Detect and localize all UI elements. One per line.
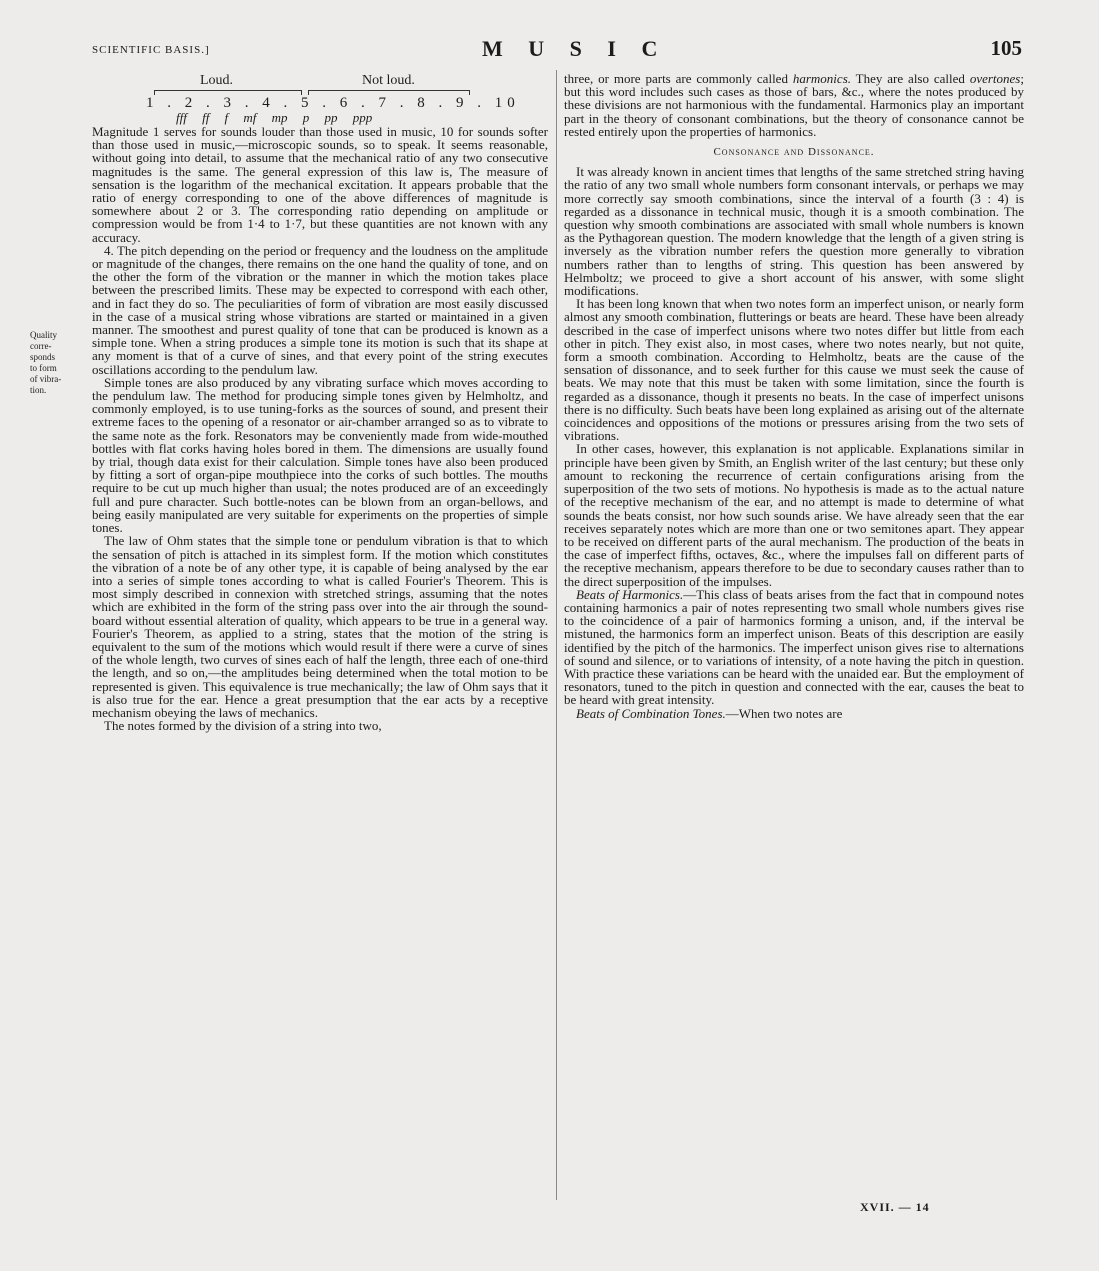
paragraph: The notes formed by the division of a string into two, (104, 718, 382, 734)
paragraph: 4. The pitch depending on the period or frequency and the loudness on the amplitude or magnitude of the changes, there remains on the one hand the quality of tone, and on the other the form of the vibration or the manner in which the motion takes place between the prescribed limits. These may be expected to correspond with each other, and in fact they do so. The peculiarities of form of vibration are most easily discussed in the case of a musical string whose vibrations are started or maintained in a given manner. The smoothest and purest quality of tone that can be produced is known as a simple tone. When a string produces a simple tone its motion is such that its shape at any moment is that of a curve of sines, and that every point of the string executes oscillations according to the pendulum law. (92, 242, 548, 377)
scale-brace-loud (154, 90, 302, 95)
run-in-heading: Beats of Combination Tones. (576, 705, 726, 721)
signature-mark: XVII. — 14 (860, 1200, 930, 1214)
running-head (92, 36, 1022, 66)
section-heading: Consonance and Dissonance. (713, 146, 875, 159)
page-number: 105 (990, 36, 1022, 60)
left-column (92, 72, 548, 732)
column-divider (556, 70, 557, 1200)
scale-label-not-loud: Not loud. (362, 73, 415, 88)
paragraph: Simple tones are also produced by any vibrating surface which moves according to the pendulum law. The method for producing simple tones given by Helmholtz, and commonly employed, is to use tuning-forks as the sources of sound, and present their extreme faces to the opening of a resonator or air-chamber arranged so as to vibrate to the same note as the fork. Resonators may be conveniently made from wide-mouthed bottles with flat corks having holes bored in them. The dimensions are usually found by trial, though data exist for their calculation. Simple tones have also been produced by fitting a sort of organ-pipe mouthpiece into the corks of such bottles. The mouths require to be cut up much higher than usual; the notes produced are of an exceedingly full and pure character. Such bottle-notes can be blown from an organ-bellows, and being easily manipulated are very suitable for experiments on the properties of simple tones. (92, 374, 548, 536)
italic-term: overtones (969, 71, 1021, 86)
paragraph: Magnitude 1 serves for sounds louder than those used in music, 10 for sounds softer than those used in music,—microscopic sounds, so to speak. It seems reasonable, without going into detail, to assume that the mechanical ratio of any two consecutive magnitudes is the same. The general expression of this law is, The measure of sensation is the logarithm of the mechanical excitation. It appears probable that the ratio of energy corresponding to one of the above differences of magnitude is somewhere about 2 or 3. The corresponding ratio depending on amplitude or compression would be from 1·4 to 1·7, but these quantities are not known with any accuracy. (92, 124, 548, 245)
paragraph: The law of Ohm states that the simple tone or pendulum vibration is that to which the sensation of pitch is attached in its simplest form. If the motion which constitutes the vibration of a note be of any other type, it is capable of being analysed by the ear into a series of simple tones according to what is called Fourier's Theorem. This is most simply described in connexion with stretched strings, assuming that the notes which are exhibited in the form of the string pass over into the air through the sound-board without essential alteration of quality, which appears to be true in a general way. Fourier's Theorem, as applied to a string, states that the motion of the string is equivalent to the sum of the motions which would result if there were a curve of sines of the whole length, two curves of sines each of half the length, three each of one-third the length, and so on,—the amplitudes being determined when the total motion to be represented is given. This equivalence is true mechanically; the law of Ohm says that it is also true for the ear. Hence a great presumption that the ear acts by a receptive mechanism obeying the laws of mechanics. (92, 533, 548, 720)
text-run: They are also called (851, 71, 970, 86)
text-run: three, or more parts are commonly called (564, 71, 793, 86)
paragraph: It has been long known that when two notes form an imperfect unison, or nearly form almost any smooth combination, flutterings or beats are heard. These have been already described in the case of imperfect unisons where two notes differ but little from each other in pitch. They exist also, in most cases, where two notes nearly, but not quite, form a smooth combination. According to Helmholtz, beats are the cause of the sensation of dissonance, and to seek further for this cause we must seek the cause of beats. We may note that this must be taken with some limitation, since the fourth is regarded as a dissonance, though it presents no beats. In the case of imperfect unisons there is no difficulty. Such beats have been long explained as arising out of the alternate coincidences and oppositions of the motions or pressures arising from the two sets of vibrations. (564, 296, 1024, 444)
scale-label-loud: Loud. (200, 73, 234, 88)
page-title: M U S I C (482, 36, 668, 61)
paragraph (564, 72, 1024, 138)
text-run: —This class of beats arises from the fact that in compound notes containing harmonics a pair of notes representing two small whole numbers gives rise to the coincidence of a pair of harmonics forming a unison, and, if the interval be mistuned, the harmonics form an imperfect unison. Beats of this description are easily identified by the pitch of the harmonics. The imperfect unison gives rise to alternations of sound and silence, or to variations of intensity, of a note having the pitch in question. With practice these variations can be heard with the unaided ear. But the employment of resonators, tuned to the pitch in question and connected with the ear, causes the beat to be heard with great intensity. (564, 586, 1024, 708)
scale-brace-not-loud (308, 90, 470, 95)
paragraph (564, 707, 1024, 720)
run-in-heading: Beats of Harmonics. (576, 586, 684, 602)
paragraph: It was already known in ancient times that lengths of the same stretched string having the ratio of any two small whole numbers form consonant intervals, or perhaps we may more correctly say smooth combinations, since the interval of a fourth (3 : 4) is regarded as a dissonance in technical music, though it is a smooth combination. The question why smooth combinations are associated with small whole numbers is known as the Pythagorean question. The modern knowledge that the length of a given string is inversely as the vibration number refers the question more generally to vibration numbers rather than to lengths of string. This question has been answered by Helmboltz; we proceed to give a short account of his answer, with some slight modifications. (564, 164, 1024, 299)
paragraph: In other cases, however, this explanation is not applicable. Explanations similar in principle have been given by Smith, an English writer of the last century; but these only amount to reckoning the recurrence of certain configurations arising from the superposition of the two sets of motions. No hypothesis is made as to the actual nature of the receptive mechanism of the ear, and no attempt is made to determine of what sounds the beats consist, nor how such sounds arise. We have already seen that the ear receives separately notes which are more than one or two semitones apart. They appear to be received on different parts of the aural mechanism. The production of the beats in the case of imperfect fifths, octaves, &c., where the impulses fall on different parts of the receptive mechanism, appears therefore to be due to secondary causes rather than to the direct superposition of the impulses. (564, 441, 1024, 589)
scale-numbers: 1 . 2 . 3 . 4 . 5 . 6 . 7 . 8 . 9 . 10 (146, 95, 520, 111)
italic-term: harmonics. (792, 71, 851, 86)
paragraph (564, 588, 1024, 707)
text-run: —When two notes are (725, 705, 843, 721)
margin-note: Quality corre-sponds to form of vibra-tion. (30, 330, 62, 395)
scale-dynamics: fff ff f mf mp p pp ppp (176, 110, 373, 125)
loudness-scale-header (92, 72, 548, 94)
section-label: SCIENTIFIC BASIS.] (92, 44, 210, 56)
right-column (564, 72, 1024, 720)
text-run: ; but this word includes such cases as those of bars, &c., where the notes produced by these divisions are not harmonious with the fundamental. Harmonics play an important part in the theory of consonant combinations, but the theory of consonance cannot be rested entirely upon the properties of harmonics. (564, 71, 1024, 139)
